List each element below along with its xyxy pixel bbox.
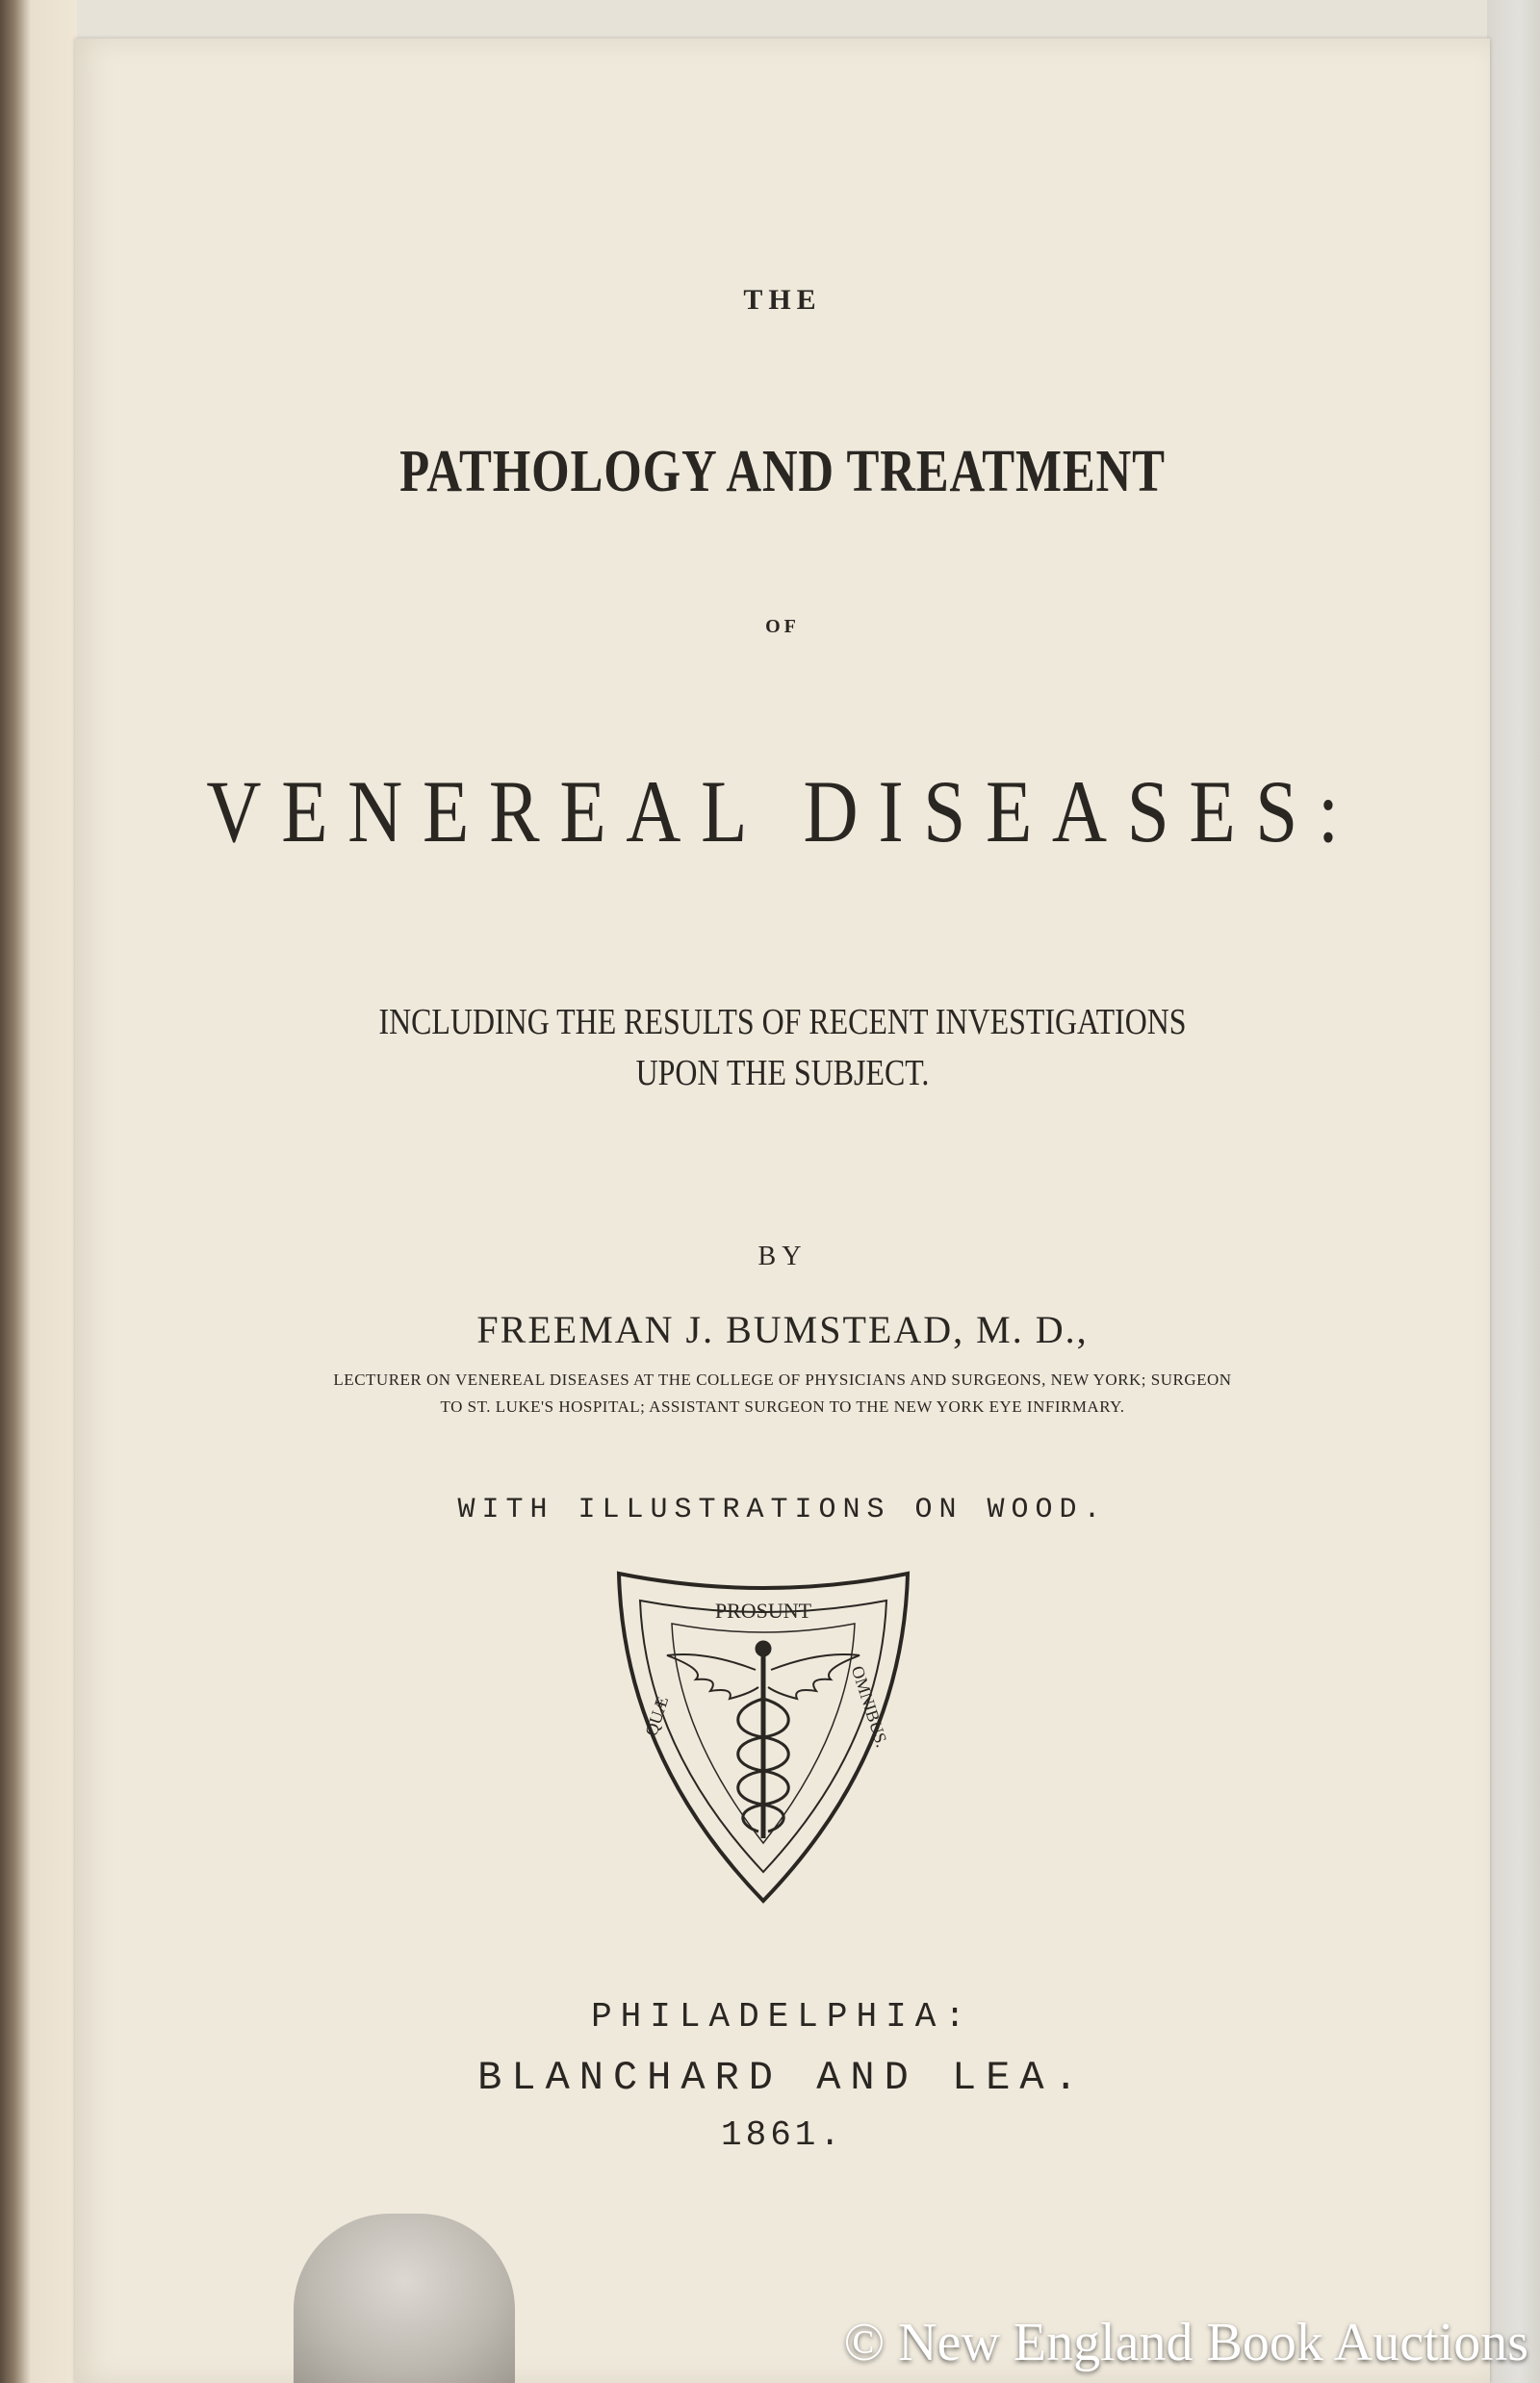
publication-city: PHILADELPHIA: [591, 1997, 974, 2037]
caduceus-shield-emblem [609, 1564, 917, 1910]
author-name: FREEMAN J. BUMSTEAD, M. D., [476, 1308, 1089, 1351]
publication-year: 1861. [720, 2115, 845, 2155]
subtitle-line-1: INCLUDING THE RESULTS OF RECENT INVESTIGATIONS [378, 1002, 1187, 1042]
title-line-1: PATHOLOGY AND TREATMENT [399, 439, 1166, 504]
illustrations-note: WITH ILLUSTRATIONS ON WOOD. [457, 1494, 1108, 1526]
title-article: THE [743, 284, 822, 316]
emblem-motto-left: QUÆ [641, 1694, 673, 1739]
publisher-name: BLANCHARD AND LEA. [477, 2055, 1088, 2101]
author-credentials-1: LECTURER ON VENEREAL DISEASES AT THE COLLEGE OF PHYSICIANS AND SURGEONS, NEW YORK; SURGEON [333, 1371, 1232, 1389]
by-label: BY [757, 1242, 808, 1271]
title-of: OF [765, 616, 800, 637]
book-spine [0, 0, 77, 2383]
glove-thumb [294, 2214, 515, 2383]
subtitle-line-2: UPON THE SUBJECT. [635, 1053, 930, 1093]
caduceus-icon [667, 1641, 860, 1838]
author-credentials-2: TO ST. LUKE'S HOSPITAL; ASSISTANT SURGEON TO THE NEW YORK EYE INFIRMARY. [440, 1397, 1125, 1416]
background-surface [1487, 0, 1540, 2383]
title-page [75, 38, 1490, 2383]
emblem-motto-top: PROSUNT [714, 1599, 812, 1623]
emblem-motto-right: OMNIBUS. [847, 1663, 892, 1750]
copyright-watermark: © New England Book Auctions [843, 2313, 1528, 2372]
title-line-2: VENEREAL DISEASES: [206, 762, 1359, 860]
